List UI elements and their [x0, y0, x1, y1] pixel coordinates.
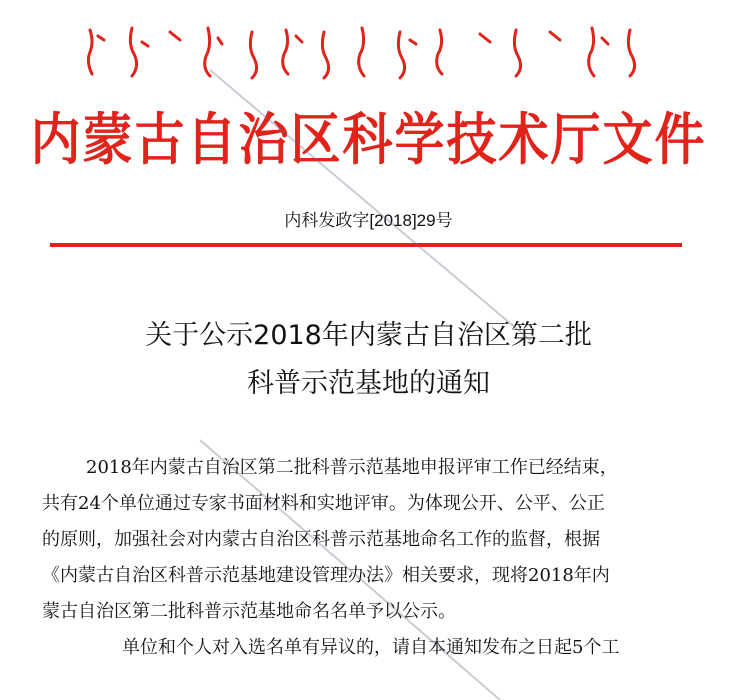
notice-title-line-2: 科普示范基地的通知 — [247, 368, 490, 399]
body-line: 《内蒙古自治区科普示范基地建设管理办法》相关要求，现将2018年内 — [42, 565, 610, 586]
body-line: 共有24个单位通过专家书面材料和实地评审。为体现公开、公平、公正 — [42, 493, 605, 514]
mongolian-script-header — [70, 22, 660, 82]
document-number: 内科发政字[2018]29号 — [284, 211, 453, 230]
notice-body — [42, 450, 702, 666]
header-divider — [50, 243, 682, 247]
body-line: 蒙古自治区第二批科普示范基地命名名单予以公示。 — [42, 601, 456, 622]
notice-title-line-1: 关于公示2018年内蒙古自治区第二批 — [145, 320, 592, 351]
issuer-title: 内蒙古自治区科学技术厅文件 — [30, 106, 707, 173]
notice-title — [0, 312, 737, 408]
body-line: 单位和个人对入选名单有异议的，请自本通知发布之日起5个工 — [122, 637, 620, 658]
body-line: 2018年内蒙古自治区第二批科普示范基地申报评审工作已经结束， — [86, 457, 618, 478]
body-line: 的原则，加强社会对内蒙古自治区科普示范基地命名工作的监督，根据 — [42, 529, 600, 550]
